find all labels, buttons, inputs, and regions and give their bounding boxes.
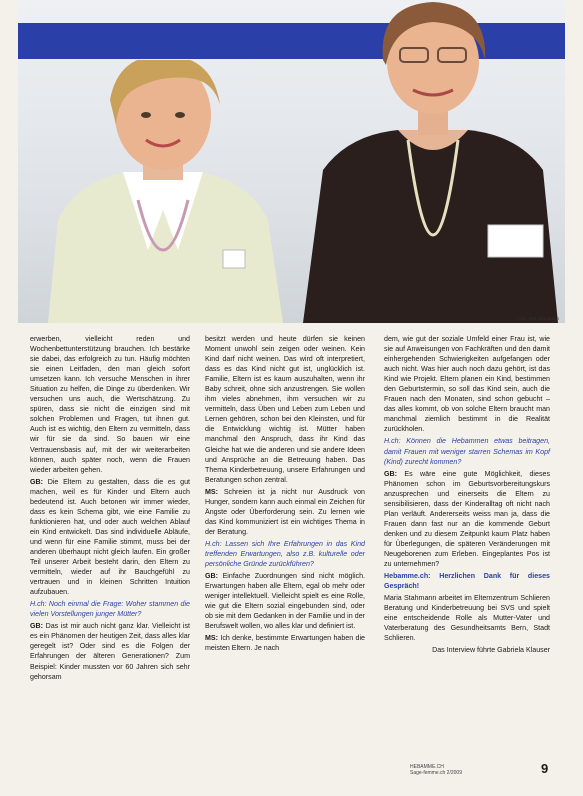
paragraph [30,621,190,681]
paragraph-text: Einfache Zuordnungen sind nicht möglich. Erwartungen haben alle Eltern, egal ob mehr oder weniger intellektuell. Vielleicht spielt es eine Rolle, wie gut die Eltern sozial eingebunden sind, oder ob sie mit dem Gedanken in der Familie und in der Berufswelt wollen, wo alles klar und definiert ist. [205,572,365,631]
interview-question: H.ch: Noch einmal die Frage: Woher stammen die vielen Vorstellungen junger Mütter? [30,600,190,619]
text-column-3 [384,334,550,657]
person-right-figure [298,0,565,323]
paragraph [205,487,365,537]
speaker-label: GB: [30,477,44,486]
paragraph-text: Das ist mir auch nicht ganz klar. Vielleicht ist es ein Phänomen der heutigen Zeit, dass alles klar geregelt ist? Oder sind es die Folgen der Erfahrungen der älteren Generationen? Zum Beispiel: Kinder mussten vor 60 Jahren sich sehr gehorsam [30,622,190,681]
speaker-label: MS: [205,487,219,496]
issue-info: Sage-femme.ch 2/2009 [410,770,462,776]
interview-photo [18,0,565,323]
interview-question: H.ch: Lassen sich Ihre Erfahrungen in das Kind treffenden Erwartungen, also z.B. kulturelle oder persönliche Gründe zurückführen? [205,539,365,569]
interviewer-credit: Das Interview führte Gabriela Klauser [432,646,550,655]
speaker-label: GB: [205,572,219,581]
page-footer [410,764,462,776]
paragraph: dem, wie gut der soziale Umfeld einer Frau ist, wie sie auf Anweisungen von Fachkräften und den damit einhergehenden Schwierigkeiten aufgefangen oder auch nicht. Was hier auch noch dazu gehört, ist das Kind wie Projekt. Eltern planen ein Kind, bestimmen den Geburtstermin, so soll das Kind sein, auch die Frauen nach den Monaten, sind schon gebucht – das alles kommt, ob von solche Eltern braucht man manchmal ziemlich bestimmt in die Realität zurückholen. [384,335,550,434]
publication-name: HEBAMME.CH [410,764,444,770]
paragraph [205,571,365,631]
speaker-label: GB: [30,622,44,631]
photo-credit: Foto: Eva Graumann [517,316,559,321]
text-column-2 [205,334,365,655]
interview-question: H.ch: Können die Hebammen etwas beitragen, damit Frauen mit weniger starren Schemas im Kopf (Kind) zurecht kommen? [384,437,550,466]
closing-thanks: Hebamme.ch: Herzlichen Dank für dieses Gespräch! [384,572,550,591]
paragraph [384,469,550,569]
author-bio: Maria Stahmann arbeitet im Elternzentrum Schlieren Beratung und Kinderbetreuung bei SVS und spielt eine entscheidende Rolle als Mutter-Vater und Vaterberatung des Gesundheitsamts Bern, Stadt Schlieren. [384,594,550,643]
text-column-1 [30,334,190,684]
paragraph: besitzt werden und heute dürfen sie keinen Moment unwohl sein zeigen oder weinen. Kein Kind darf nicht weinen. Das wird oft interpretiert, dass es das Kind nicht gut ist, unglücklich ist. Familie, Eltern ist es kaum auszuhalten, wenn ihr Baby schreit, ohne sich anzustrengen. Sie wollen ihm vieles abnehmen, ihm versuchen wir zu vermitteln, dass Üben und Leben zum Leben und Lernen gehören, schon bei den Kleinsten, und für die Entwicklung wichtig ist. Mütter haben manchmal den Anspruch, dass ihr Kind das Gleiche hat wie die anderen und sie andere Ideen und Ansprüche an die Betreuung haben. Das Thema Kinderbetreuung, unsere Erfahrungen und Beratungen schon zentral. [205,335,365,484]
speaker-label: GB: [384,469,398,478]
speaker-label: MS: [205,634,219,643]
paragraph-text: Ich denke, bestimmte Erwartungen haben die meisten Eltern. Je nach [205,634,365,653]
paragraph [30,477,190,598]
paragraph: erwerben, vielleicht reden und Wochenbettunterstützung brauchen. Ich bestärke sie dabei, das erfolgreich zu tun. Häufig möchten sie einen Leitfaden, den man gleich sofort umsetzen kann. Ich versuche Menschen in ihrer Situation zu helfen, die Dinge zu überdenken. Wir versuchen uns auch, die Wertschätzung. Zu spüren, dass sie nicht die einzigen sind mit solchen Problemen und Fragen, tut ihnen gut. Auch ist es wichtig, den Eltern zu vermitteln, dass wir für sie da sind. So bauen wir eine Vertrauensbasis auf, mit der wir weiterarbeiten können, auch später noch, wenn die Frauen wieder arbeiten gehen. [30,335,190,474]
person-left-figure [38,60,288,323]
paragraph [205,633,365,653]
paragraph-text: Schreien ist ja nicht nur Ausdruck von Hunger, sondern kann auch einmal ein Zeichen für Ängste oder Überforderung sein. Zu lernen wie das Kind kommuniziert ist ein wichtiges Thema in der Beratung. [205,487,365,536]
page-number: 9 [541,761,549,776]
paragraph-text: Es wäre eine gute Möglichkeit, dieses Phänomen schon im Geburtsvorbereitungskurs anzusprechen und einerseits die Eltern zu sensibilisieren, dass der Kinderalltag oft nicht nach Plan verläuft. Andererseits weiss man ja, dass die Frauen dann fast nur an die kommende Geburt denken und zu diesem Zeitpunkt kaum Platz haben für Überlegungen, die späteren Veränderungen mit Neugeborenen zum Erleben. Eingeplantes Pos ist zu unternehmen? [384,469,550,569]
paragraph-text: Die Eltern zu gestalten, dass die es gut machen, weil es für Kinder und Eltern auch bedeutend ist. Auch betonen wir immer wieder, dass es kein Schema gibt, wie eine Familie zu funktionieren hat, und oder auch welchen Ablauf ein Kind entwickelt. Das sind individuelle Abläufe, und wenn für eine Familie stimmt, muss bei der anderen überhaupt nicht gleich laufen. Ein großer Teil unserer Arbeit besteht darin, den Eltern zu vermitteln, wieder auf ihr Bauchgefühl zu vertrauen und in kleinen Schritten Intuition aufzubauen. [30,477,190,597]
